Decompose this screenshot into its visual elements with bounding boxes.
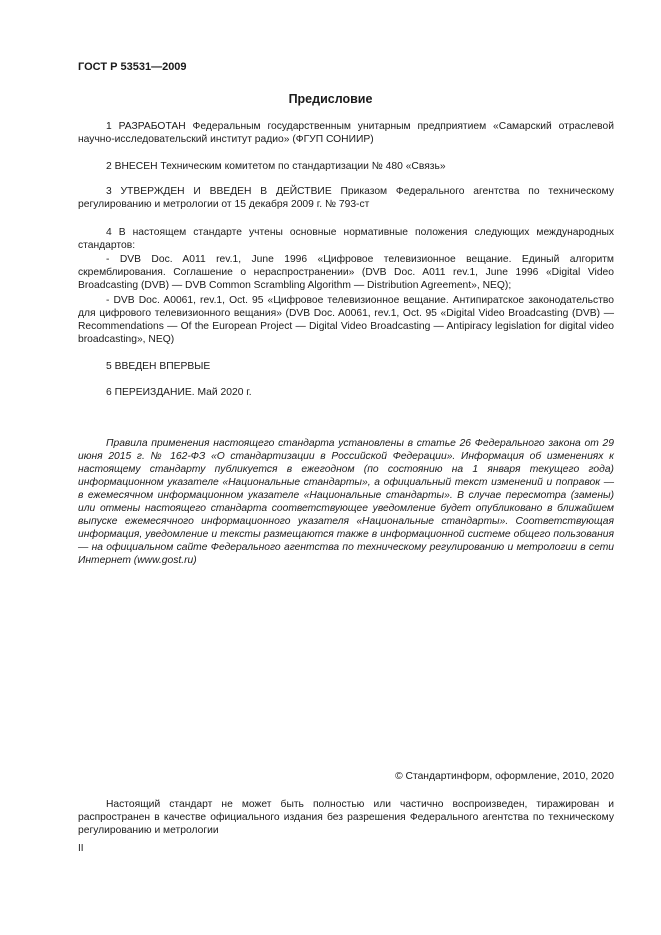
item-4-ref-1: - DVB Doc. A011 rev.1, June 1996 «Цифровое телевизионное вещание. Единый алгоритм скремблирования. Соглашение о нераспространении» (DVB Doc. A011 rev.1, June 1996 «Digital Video Broadcasting (DVB) — DVB Common Scrambling Algorithm — Distribution Agreement», NEQ);	[78, 254, 614, 291]
item-4: 4 В настоящем стандарте учтены основные нормативные положения следующих международных стандартов:	[78, 227, 614, 251]
standard-notice: Правила применения настоящего стандарта установлены в статье 26 Федерального закона от 29 июня 2015 г. № 162-ФЗ «О стандартизации в Российской Федерации». Информация об изменениях к настоящему стандарту публикуется в ежегодном (по состоянию на 1 января текущего года) информационном указателе «Национальные стандарты», а официальный текст изменений и поправок — в ежемесячном информационном указателе «Национальные стандарты». В случае пересмотра (замены) или отмены настоящего стандарта соответствующее уведомление будет опубликовано в ближайшем выпуске ежемесячного информационного указателя «Национальные стандарты». Соответствующая информация, уведомление и тексты размещаются также в информационной системе общего пользования — на официальном сайте Федерального агентства по техническому регулированию и метрологии в сети Интернет (www.gost.ru)	[78, 438, 614, 566]
page-title: Предисловие	[288, 92, 373, 106]
item-5: 5 ВВЕДЕН ВПЕРВЫЕ	[106, 361, 211, 372]
item-1: 1 РАЗРАБОТАН Федеральным государственным унитарным предприятием «Самарский отраслевой научно-исследовательский институт радио» (ФГУП СОНИИР)	[78, 121, 614, 145]
item-2: 2 ВНЕСЕН Техническим комитетом по стандартизации № 480 «Связь»	[106, 161, 446, 172]
page-number: II	[78, 843, 84, 854]
item-3: 3 УТВЕРЖДЕН И ВВЕДЕН В ДЕЙСТВИЕ Приказом Федерального агентства по техническому регулированию и метрологии от 15 декабря 2009 г. № 793-ст	[78, 186, 614, 210]
item-4-ref-2: - DVB Doc. A0061, rev.1, Oct. 95 «Цифровое телевизионное вещание. Антипиратское законодательство для цифрового телевизионного вещания» (DVB Doc. A0061, rev.1, Oct. 95 «Digital Video Broadcasting (DVB) — Recommendations — Of the European Project — Digital Video Broadcasting — Antipiracy legislation for digital video broadcasting», NEQ)	[78, 295, 614, 345]
copyright: © Стандартинформ, оформление, 2010, 2020	[395, 771, 614, 782]
standard-number: ГОСТ Р 53531—2009	[78, 61, 187, 73]
item-6: 6 ПЕРЕИЗДАНИЕ. Май 2020 г.	[106, 387, 252, 398]
reproduction-notice: Настоящий стандарт не может быть полностью или частично воспроизведен, тиражирован и распространен в качестве официального издания без разрешения Федерального агентства по техническому регулированию и метрологии	[78, 799, 614, 836]
